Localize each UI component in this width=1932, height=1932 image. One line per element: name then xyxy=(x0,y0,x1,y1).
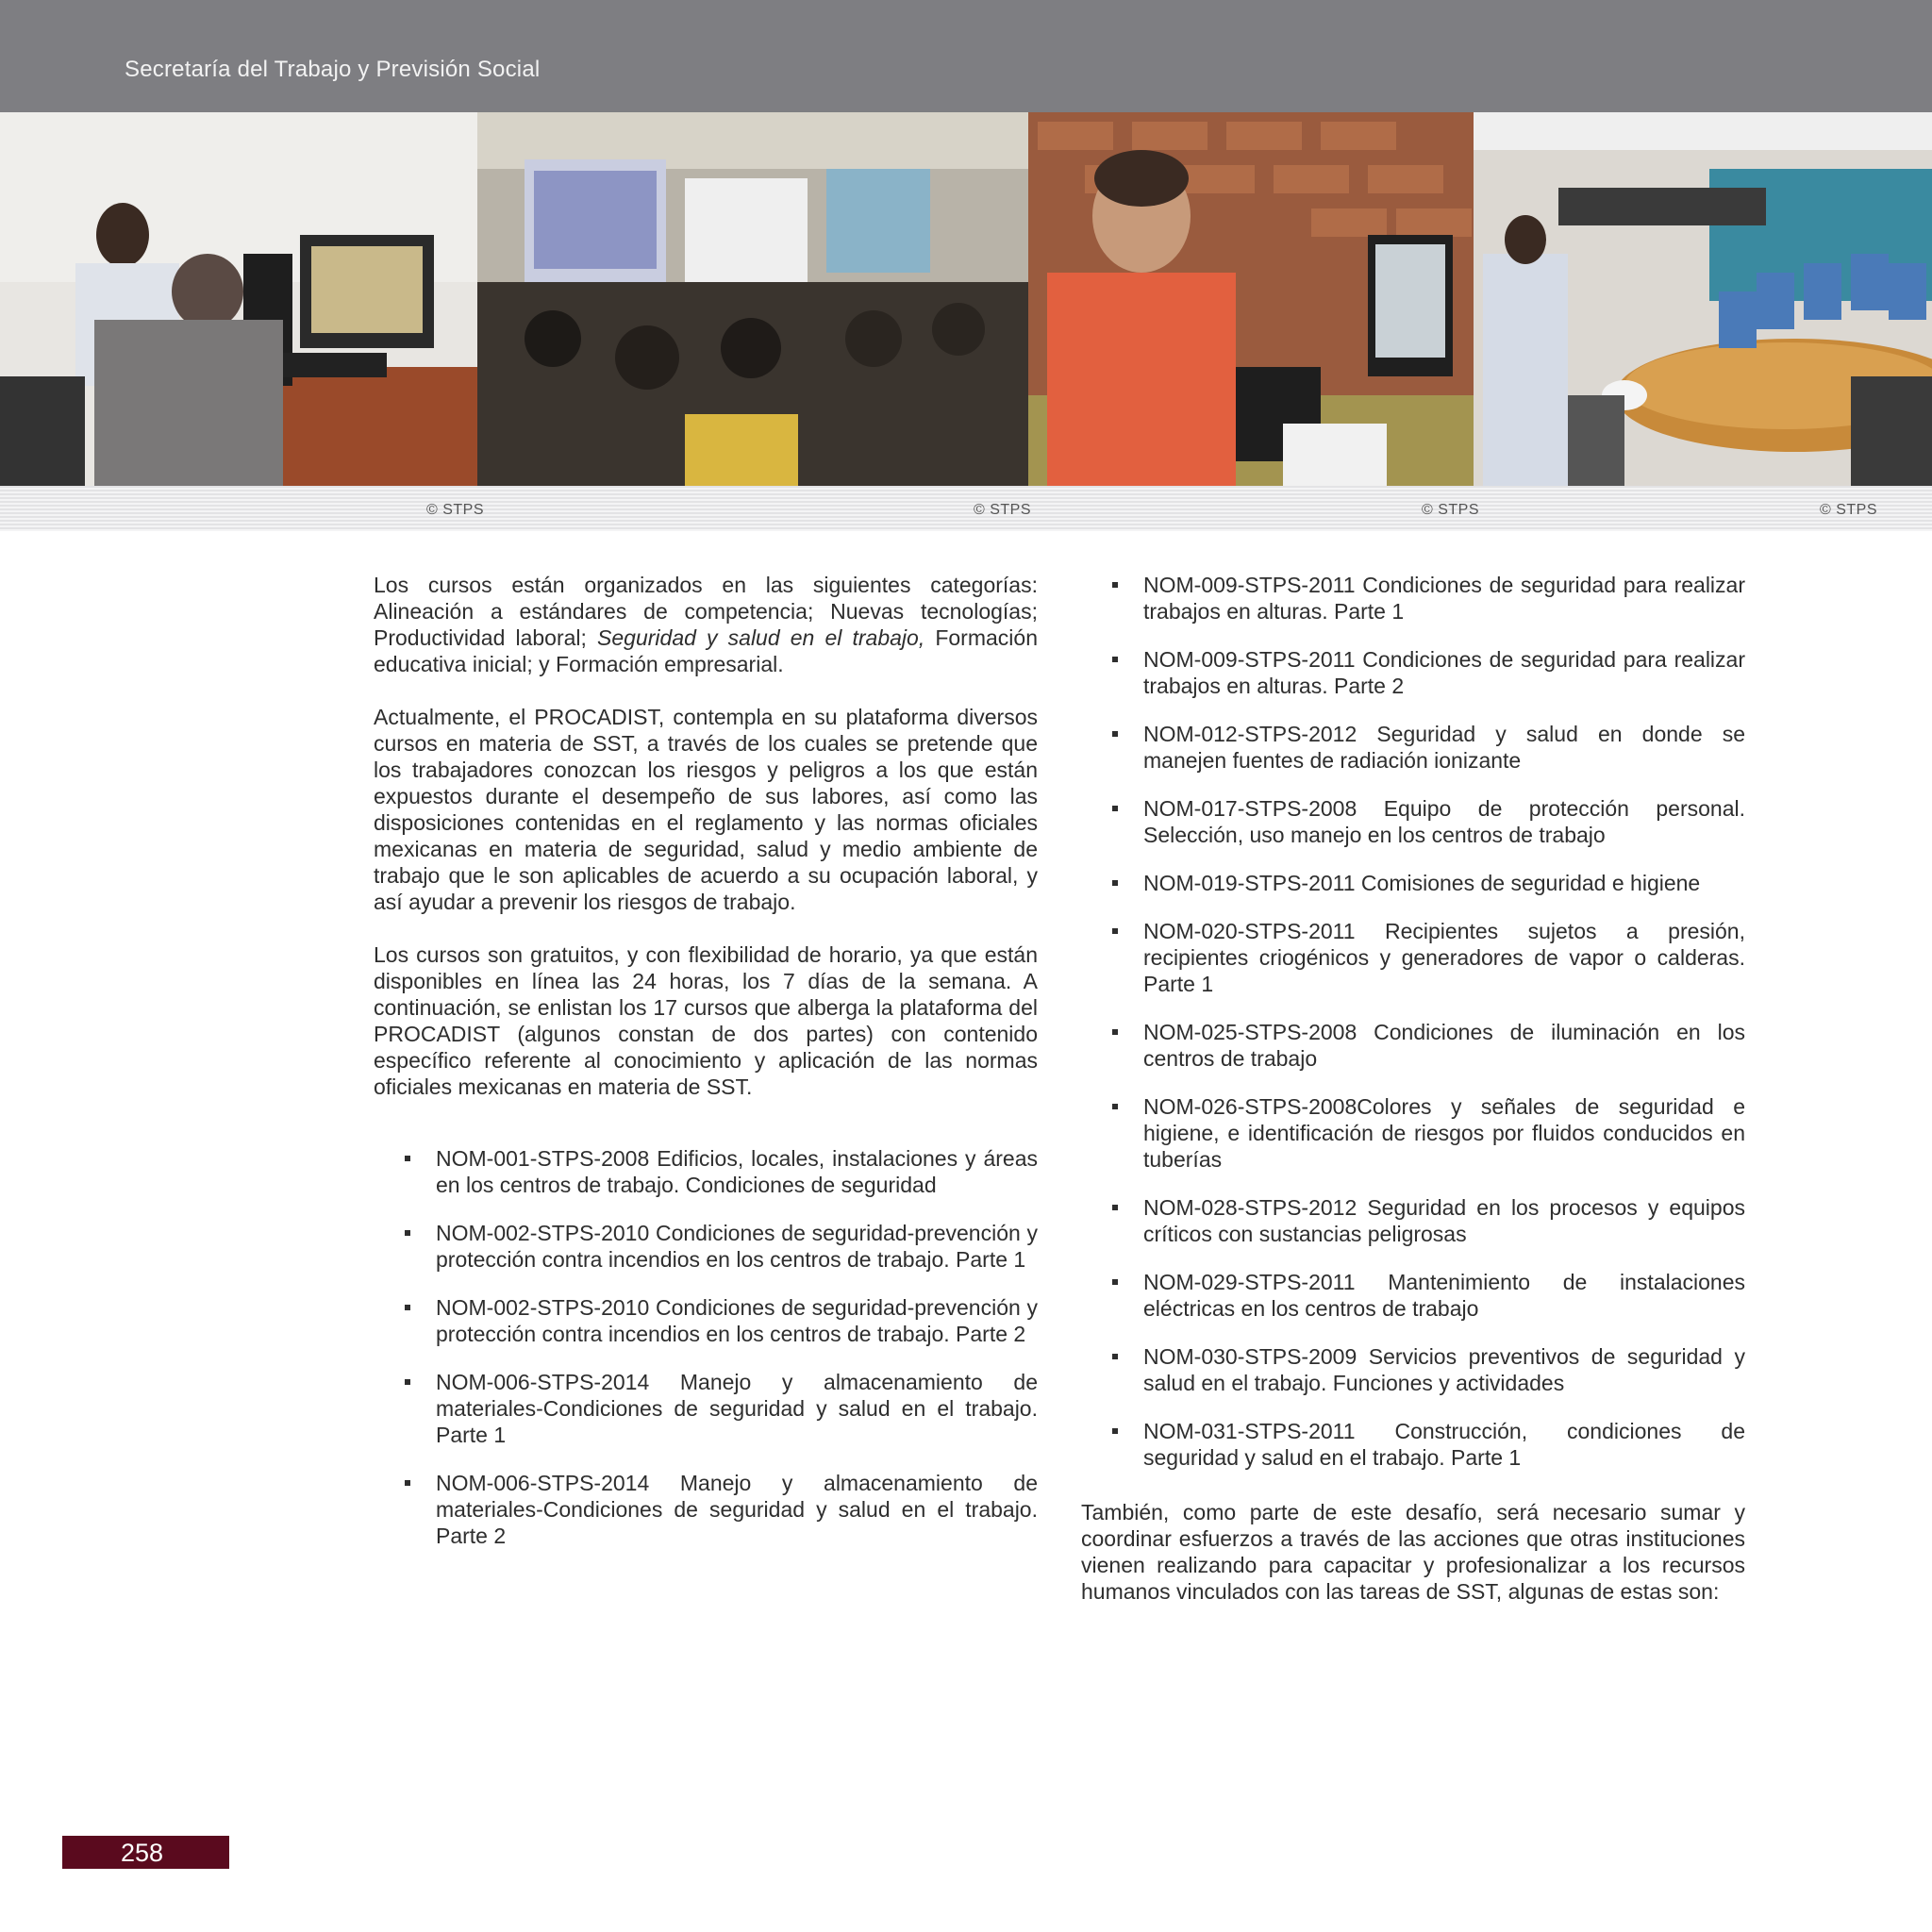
list-item xyxy=(1143,572,1745,625)
list-item-text: NOM-002-STPS-2010 Condiciones de seguridad-prevención y protección contra incendios en los centros de trabajo. Parte 1 xyxy=(436,1221,1038,1272)
bullet-icon xyxy=(1112,731,1118,737)
list-item xyxy=(1143,1019,1745,1072)
page-number-box xyxy=(62,1836,229,1869)
bullet-icon xyxy=(1112,582,1118,588)
list-item-text: NOM-009-STPS-2011 Condiciones de seguridad para realizar trabajos en alturas. Parte 2 xyxy=(1143,647,1745,698)
photo-classroom-presentation-icon xyxy=(477,112,1028,486)
header-title: Secretaría del Trabajo y Previsión Social xyxy=(125,57,541,82)
list-item-text: NOM-020-STPS-2011 Recipientes sujetos a presión, recipientes criogénicos y generadores de vapor o calderas. Parte 1 xyxy=(1143,919,1745,996)
list-item xyxy=(1143,721,1745,774)
list-item xyxy=(1143,918,1745,997)
paragraph-closing: También, como parte de este desafío, será necesario sumar y coordinar esfuerzos a través de las acciones que otras instituciones vienen realizando para capacitar y profesionalizar a los recursos humanos vinculados con las tareas de SST, algunas de estas son: xyxy=(1081,1500,1745,1604)
photo-meeting-room-icon xyxy=(1474,112,1932,486)
list-item-text: NOM-028-STPS-2012 Seguridad en los procesos y equipos críticos con sustancias peligrosas xyxy=(1143,1195,1745,1246)
list-item-text: NOM-006-STPS-2014 Manejo y almacenamiento de materiales-Condiciones de seguridad y salud en el trabajo. Parte 2 xyxy=(436,1471,1038,1548)
bullet-icon xyxy=(1112,1354,1118,1359)
paragraph-emphasis: Seguridad y salud en el trabajo, xyxy=(597,625,925,650)
list-item xyxy=(1143,1418,1745,1471)
list-item-text: NOM-012-STPS-2012 Seguridad y salud en donde se manejen fuentes de radiación ionizante xyxy=(1143,722,1745,773)
bullet-icon xyxy=(1112,1205,1118,1210)
list-item xyxy=(1143,1093,1745,1173)
page-number: 258 xyxy=(121,1839,164,1867)
list-item xyxy=(1143,870,1745,896)
header-bar xyxy=(0,0,1932,112)
paragraph-courses: Los cursos son gratuitos, y con flexibilidad de horario, ya que están disponibles en línea las 24 horas, los 7 días de la semana. A continuación, se enlistan los 17 cursos que alberga la plataforma del PROCADIST (algunos constan de dos partes) con contenido específico referente al conocimiento y aplicación de las normas oficiales mexicanas en materia de SST. xyxy=(374,942,1038,1099)
bullet-icon xyxy=(1112,657,1118,662)
list-item-text: NOM-030-STPS-2009 Servicios preventivos de seguridad y salud en el trabajo. Funciones y actividades xyxy=(1143,1344,1745,1395)
bullet-icon xyxy=(1112,1279,1118,1285)
paragraph-categories xyxy=(374,572,1038,677)
bullet-icon xyxy=(405,1230,410,1236)
list-item-text: NOM-031-STPS-2011 Construcción, condiciones de seguridad y salud en el trabajo. Parte 1 xyxy=(1143,1419,1745,1470)
list-item xyxy=(436,1470,1038,1549)
photo-credit-band xyxy=(0,486,1932,531)
list-item xyxy=(1143,646,1745,699)
paragraph-procadist: Actualmente, el PROCADIST, contempla en su plataforma diversos cursos en materia de SST, a través de los cuales se pretende que los trabajadores conozcan los riesgos y peligros a los que están expuestos durante el desempeño de sus labores, así como las disposiciones contenidas en el reglamento y las normas oficiales mexicanas en materia de seguridad, salud y medio ambiente de trabajo que le son aplicables de acuerdo a su ocupación laboral, y así ayudar a prevenir los riesgos de trabajo. xyxy=(374,705,1038,914)
bullet-icon xyxy=(405,1379,410,1385)
bullet-icon xyxy=(405,1480,410,1486)
bullet-icon xyxy=(1112,1428,1118,1434)
list-item xyxy=(436,1145,1038,1198)
list-item-text: NOM-019-STPS-2011 Comisiones de seguridad e higiene xyxy=(1143,871,1701,895)
list-item xyxy=(436,1369,1038,1448)
photo-people-at-computers-icon xyxy=(0,112,477,486)
paragraph-text: Formación educativa inicial; y Formación empresarial. xyxy=(374,625,1038,676)
left-column xyxy=(374,572,1038,1571)
photo-credit: © STPS xyxy=(1820,502,1878,518)
photo-credit: © STPS xyxy=(974,502,1032,518)
list-item xyxy=(1143,1343,1745,1396)
photo-credit: © STPS xyxy=(1422,502,1480,518)
bullet-icon xyxy=(1112,1029,1118,1035)
list-item-text: NOM-009-STPS-2011 Condiciones de seguridad para realizar trabajos en alturas. Parte 1 xyxy=(1143,573,1745,624)
photo-strip xyxy=(0,112,1932,486)
bullet-icon xyxy=(405,1156,410,1161)
list-item-text: NOM-001-STPS-2008 Edificios, locales, instalaciones y áreas en los centros de trabajo. Condiciones de seguridad xyxy=(436,1146,1038,1197)
bullet-icon xyxy=(1112,806,1118,811)
photo-credit: © STPS xyxy=(426,502,485,518)
right-column xyxy=(1081,572,1745,1631)
list-item xyxy=(436,1294,1038,1347)
bullet-icon xyxy=(1112,928,1118,934)
bullet-icon xyxy=(1112,1104,1118,1109)
paragraph-text: Los cursos están organizados en las siguientes categorías: Alineación a estándares de competencia; Nuevas tecnologías; Productividad laboral; xyxy=(374,573,1038,650)
bullet-icon xyxy=(405,1305,410,1310)
list-item xyxy=(1143,1194,1745,1247)
list-item-text: NOM-025-STPS-2008 Condiciones de iluminación en los centros de trabajo xyxy=(1143,1020,1745,1071)
list-item xyxy=(1143,795,1745,848)
list-item-text: NOM-026-STPS-2008Colores y señales de seguridad e higiene, e identificación de riesgos por fluidos conducidos en tuberías xyxy=(1143,1094,1745,1172)
bullet-icon xyxy=(1112,880,1118,886)
list-item-text: NOM-029-STPS-2011 Mantenimiento de instalaciones eléctricas en los centros de trabajo xyxy=(1143,1270,1745,1321)
list-item-text: NOM-002-STPS-2010 Condiciones de seguridad-prevención y protección contra incendios en los centros de trabajo. Parte 2 xyxy=(436,1295,1038,1346)
list-item-text: NOM-006-STPS-2014 Manejo y almacenamiento de materiales-Condiciones de seguridad y salud en el trabajo. Parte 1 xyxy=(436,1370,1038,1447)
course-list-left xyxy=(374,1145,1038,1549)
list-item xyxy=(436,1220,1038,1273)
photo-woman-at-computer-icon xyxy=(1028,112,1474,486)
course-list-right xyxy=(1081,572,1745,1471)
list-item-text: NOM-017-STPS-2008 Equipo de protección personal. Selección, uso manejo en los centros de trabajo xyxy=(1143,796,1745,847)
list-item xyxy=(1143,1269,1745,1322)
